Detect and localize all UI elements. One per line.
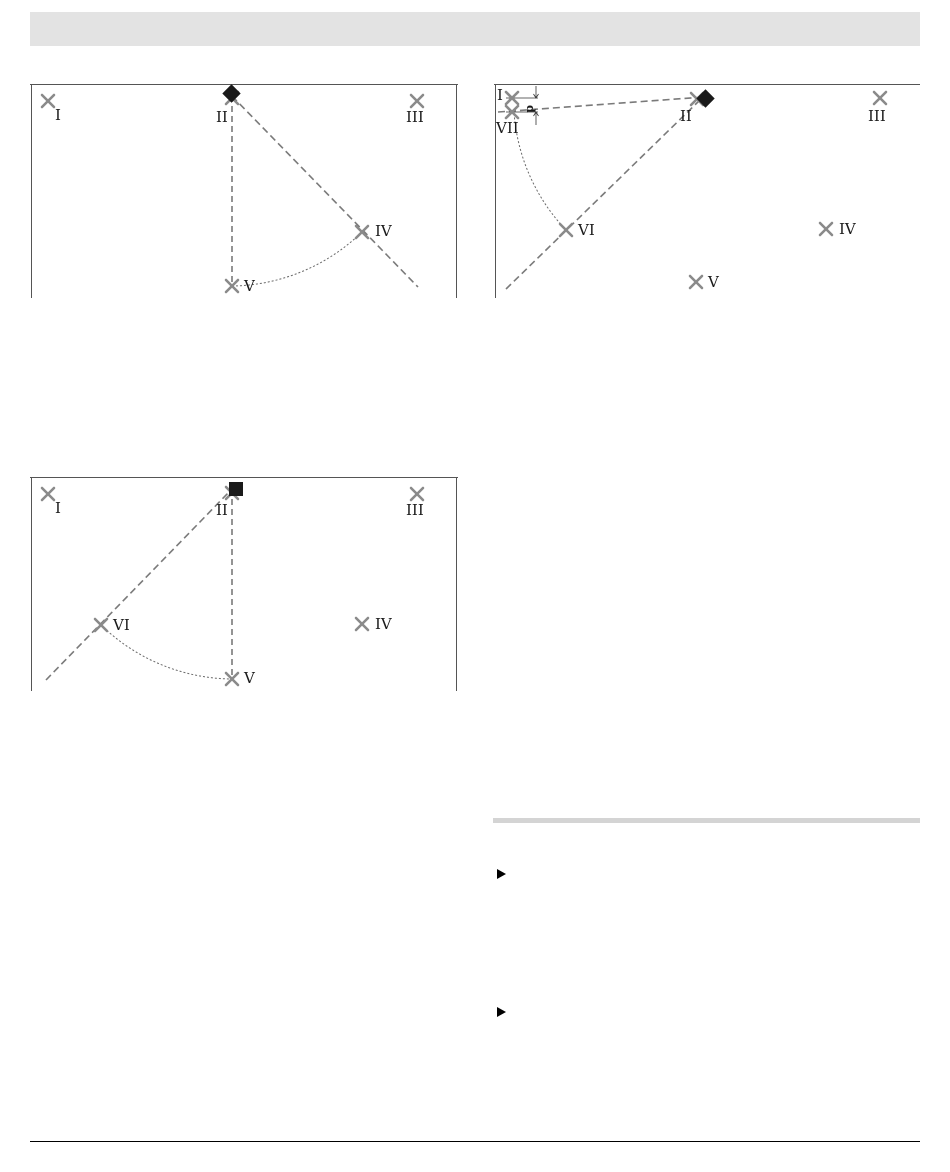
label-point-iii: III <box>406 501 424 519</box>
label-point-vii: VII <box>496 119 519 137</box>
label-point-iv: IV <box>375 222 392 240</box>
x-mark-icon <box>411 488 423 500</box>
section-divider <box>493 818 920 823</box>
label-point-v: V <box>244 277 255 295</box>
label-point-iv: IV <box>375 615 392 633</box>
label-point-ii: II <box>216 108 228 126</box>
arc-dotted-line <box>514 112 566 230</box>
label-point-i: I <box>55 106 61 124</box>
panel-top-right-diagram <box>494 84 920 298</box>
header-bar <box>30 12 920 46</box>
panel-bottom-left-diagram <box>30 477 458 691</box>
label-distance-d: d <box>524 105 537 113</box>
diagonal-dashed-line <box>46 489 232 680</box>
x-mark-icon <box>560 224 572 236</box>
label-point-iv: IV <box>839 220 856 238</box>
diamond-icon <box>696 89 714 107</box>
x-mark-icon <box>95 619 107 631</box>
label-point-v: V <box>244 669 255 687</box>
x-mark-icon <box>42 488 54 500</box>
label-point-ii: II <box>216 501 228 519</box>
panel-top-left-diagram <box>30 84 458 298</box>
triangle-right-icon <box>497 869 506 879</box>
label-point-i: I <box>55 499 61 517</box>
label-point-vi: VI <box>578 221 595 239</box>
x-mark-icon <box>42 95 54 107</box>
label-point-v: V <box>708 273 719 291</box>
x-mark-icon <box>411 95 423 107</box>
x-mark-icon <box>690 276 702 288</box>
square-icon <box>229 482 243 496</box>
label-point-vi: VI <box>113 616 130 634</box>
x-mark-icon <box>356 618 368 630</box>
x-mark-icon <box>874 92 886 104</box>
x-mark-icon <box>356 226 368 238</box>
footer-rule <box>30 1141 920 1142</box>
diagonal-dashed-line <box>506 98 702 289</box>
panel-top-right <box>494 84 920 298</box>
label-point-ii: II <box>680 107 692 125</box>
label-point-i: I <box>497 86 503 104</box>
label-point-iii: III <box>406 108 424 126</box>
panel-bottom-left <box>30 477 458 691</box>
x-mark-icon <box>820 223 832 235</box>
triangle-right-icon <box>497 1007 506 1017</box>
label-point-iii: III <box>868 107 886 125</box>
panel-top-left <box>30 84 458 298</box>
diamond-icon <box>222 84 240 102</box>
diagonal-dashed-line <box>232 96 418 287</box>
